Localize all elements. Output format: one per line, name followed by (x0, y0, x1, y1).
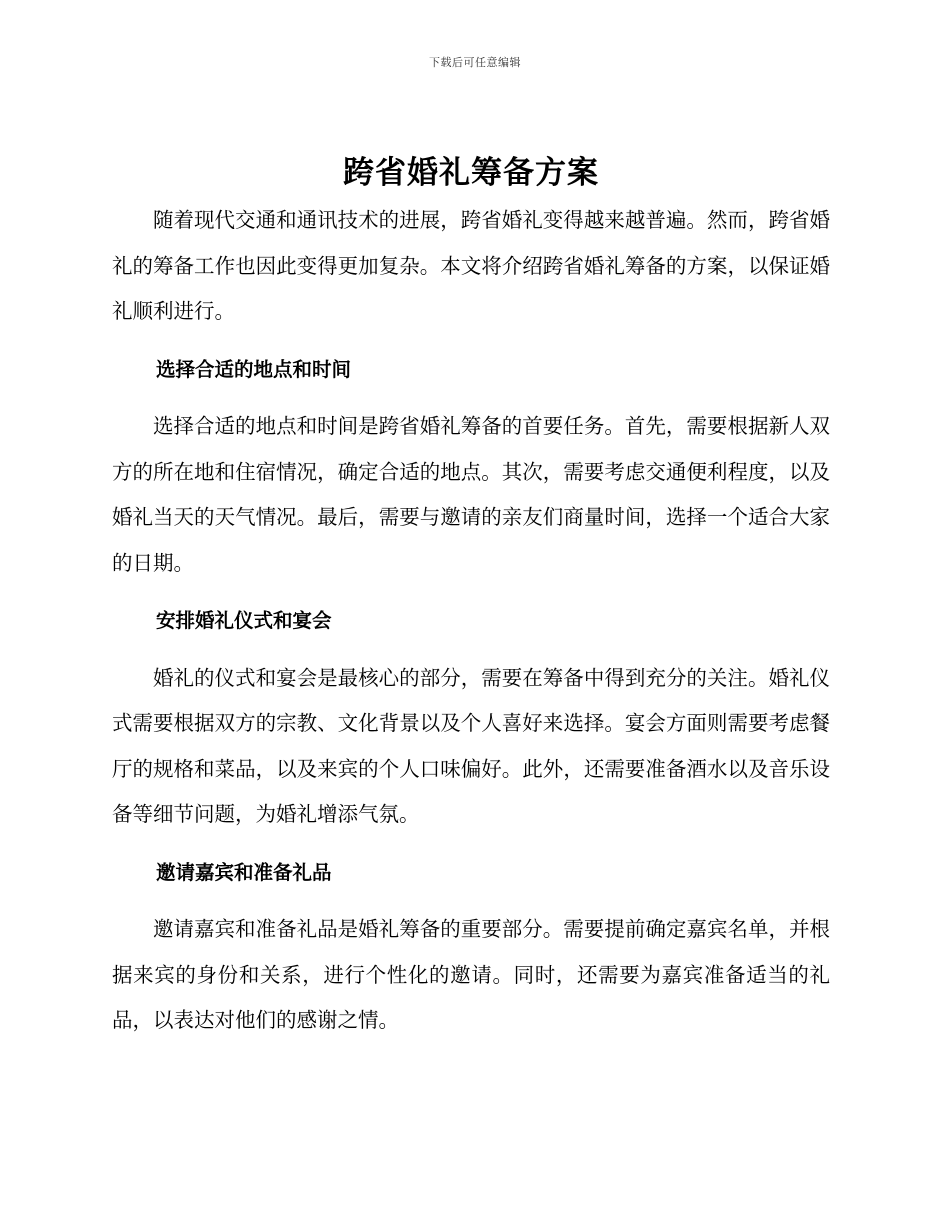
spacer (112, 586, 830, 598)
section-heading-guests-gifts: 邀请嘉宾和准备礼品 (156, 860, 332, 884)
document-body (112, 148, 830, 1044)
section-body-location-time: 选择合适的地点和时间是跨省婚礼筹备的首要任务。首先，需要根据新人双方的所在地和住宿情况，确定合适的地点。其次，需要考虑交通便利程度，以及婚礼当天的天气情况。最后，需要与邀请的亲友们商量时间，选择一个适合大家的日期。 (112, 414, 830, 575)
section-heading-location-time: 选择合适的地点和时间 (156, 357, 352, 381)
document-title: 跨省婚礼筹备方案 (343, 155, 599, 191)
spacer (112, 895, 830, 907)
section-body-guests-gifts: 邀请嘉宾和准备礼品是婚礼筹备的重要部分。需要提前确定嘉宾名单，并根据来宾的身份和关系，进行个性化的邀请。同时，还需要为嘉宾准备适当的礼品，以表达对他们的感谢之情。 (112, 917, 830, 1032)
spacer (112, 644, 830, 656)
section-body-ceremony-banquet: 婚礼的仪式和宴会是最核心的部分，需要在筹备中得到充分的关注。婚礼仪式需要根据双方的宗教、文化背景以及个人喜好来选择。宴会方面则需要考虑餐厅的规格和菜品，以及来宾的个人口味偏好。此外，还需要准备酒水以及音乐设备等细节问题，为婚礼增添气氛。 (112, 665, 830, 826)
page-header-note: 下载后可任意编辑 (429, 56, 521, 69)
spacer (112, 392, 830, 404)
intro-paragraph: 随着现代交通和通讯技术的进展，跨省婚礼变得越来越普遍。然而，跨省婚礼的筹备工作也因此变得更加复杂。本文将介绍跨省婚礼筹备的方案，以保证婚礼顺利进行。 (112, 208, 830, 323)
spacer (112, 838, 830, 850)
section-heading-ceremony-banquet: 安排婚礼仪式和宴会 (156, 609, 332, 632)
spacer (112, 335, 830, 347)
